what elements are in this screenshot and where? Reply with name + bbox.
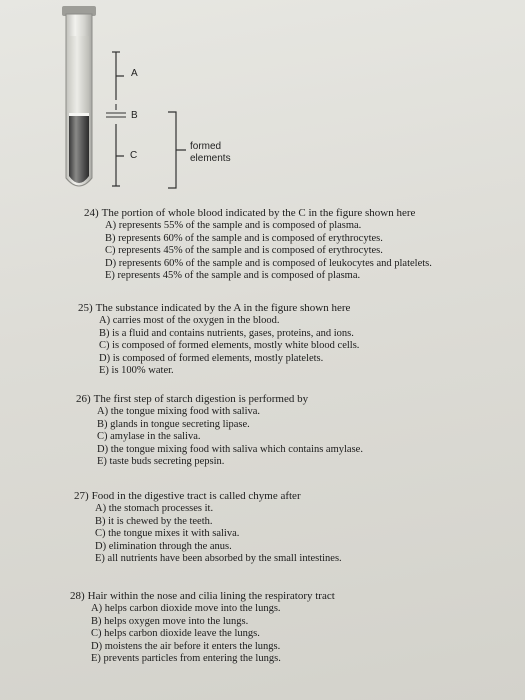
answer-choices xyxy=(84,220,514,283)
question-number: 24) xyxy=(84,207,99,219)
figure-label-b: B xyxy=(131,110,138,121)
blood-test-tube-figure xyxy=(0,0,300,200)
answer-choice-d: D) represents 60% of the sample and is composed of leukocytes and platelets. xyxy=(105,257,432,269)
answer-choice-e: E) taste buds secreting pepsin. xyxy=(97,456,225,468)
question-27 xyxy=(74,490,504,566)
figure-label-a: A xyxy=(131,68,138,79)
answer-choice-c: C) represents 45% of the sample and is composed of erythrocytes. xyxy=(105,245,383,257)
question-number: 28) xyxy=(70,590,85,602)
answer-choice-e: E) all nutrients have been absorbed by the small intestines. xyxy=(95,553,342,565)
question-stem: Hair within the nose and cilia lining the respiratory tract xyxy=(87,590,335,602)
question-number: 27) xyxy=(74,490,89,502)
answer-choices xyxy=(70,603,500,666)
answer-choice-e: E) prevents particles from entering the lungs. xyxy=(91,653,281,665)
answer-choice-d: D) elimination through the anus. xyxy=(95,540,232,552)
answer-choices xyxy=(76,406,506,469)
question-number: 25) xyxy=(78,302,93,314)
question-28 xyxy=(70,590,500,666)
answer-choice-c: C) is composed of formed elements, mostly white blood cells. xyxy=(99,340,360,352)
figure-label-c: C xyxy=(130,150,138,161)
answer-choice-c: C) helps carbon dioxide leave the lungs. xyxy=(91,628,260,640)
answer-choices xyxy=(78,315,508,378)
answer-choice-b: B) helps oxygen move into the lungs. xyxy=(91,615,249,627)
answer-choice-a: A) the tongue mixing food with saliva. xyxy=(97,406,261,417)
figure-label-elements: elements xyxy=(190,153,231,164)
answer-choice-d: D) the tongue mixing food with saliva which contains amylase. xyxy=(97,443,363,455)
question-number: 26) xyxy=(76,393,91,405)
answer-choice-d: D) moistens the air before it enters the lungs. xyxy=(91,640,281,652)
question-26 xyxy=(76,393,506,469)
answer-choice-e: E) represents 45% of the sample and is composed of plasma. xyxy=(105,270,361,282)
question-stem: The substance indicated by the A in the figure shown here xyxy=(95,302,351,314)
answer-choice-b: B) is a fluid and contains nutrients, gases, proteins, and ions. xyxy=(99,327,354,339)
question-25 xyxy=(78,302,508,378)
answer-choice-b: B) represents 60% of the sample and is composed of erythrocytes. xyxy=(105,232,383,244)
answer-choice-a: A) represents 55% of the sample and is composed of plasma. xyxy=(105,220,362,231)
answer-choice-d: D) is composed of formed elements, mostly platelets. xyxy=(99,352,324,364)
question-stem: Food in the digestive tract is called chyme after xyxy=(91,490,301,502)
answer-choice-b: B) glands in tongue secreting lipase. xyxy=(97,418,250,430)
figure-label-formed: formed xyxy=(190,141,222,152)
answer-choice-c: C) the tongue mixes it with saliva. xyxy=(95,528,240,540)
test-tube-illustration xyxy=(0,0,300,200)
question-stem: The first step of starch digestion is performed by xyxy=(93,393,309,405)
answer-choices xyxy=(74,503,504,566)
answer-choice-a: A) helps carbon dioxide move into the lungs. xyxy=(91,603,281,614)
answer-choice-c: C) amylase in the saliva. xyxy=(97,431,201,443)
answer-choice-b: B) it is chewed by the teeth. xyxy=(95,515,213,527)
answer-choice-a: A) carries most of the oxygen in the blood. xyxy=(99,315,280,326)
question-stem: The portion of whole blood indicated by the C in the figure shown here xyxy=(101,207,416,219)
answer-choice-e: E) is 100% water. xyxy=(99,365,174,377)
question-24 xyxy=(84,207,514,283)
answer-choice-a: A) the stomach processes it. xyxy=(95,503,214,514)
